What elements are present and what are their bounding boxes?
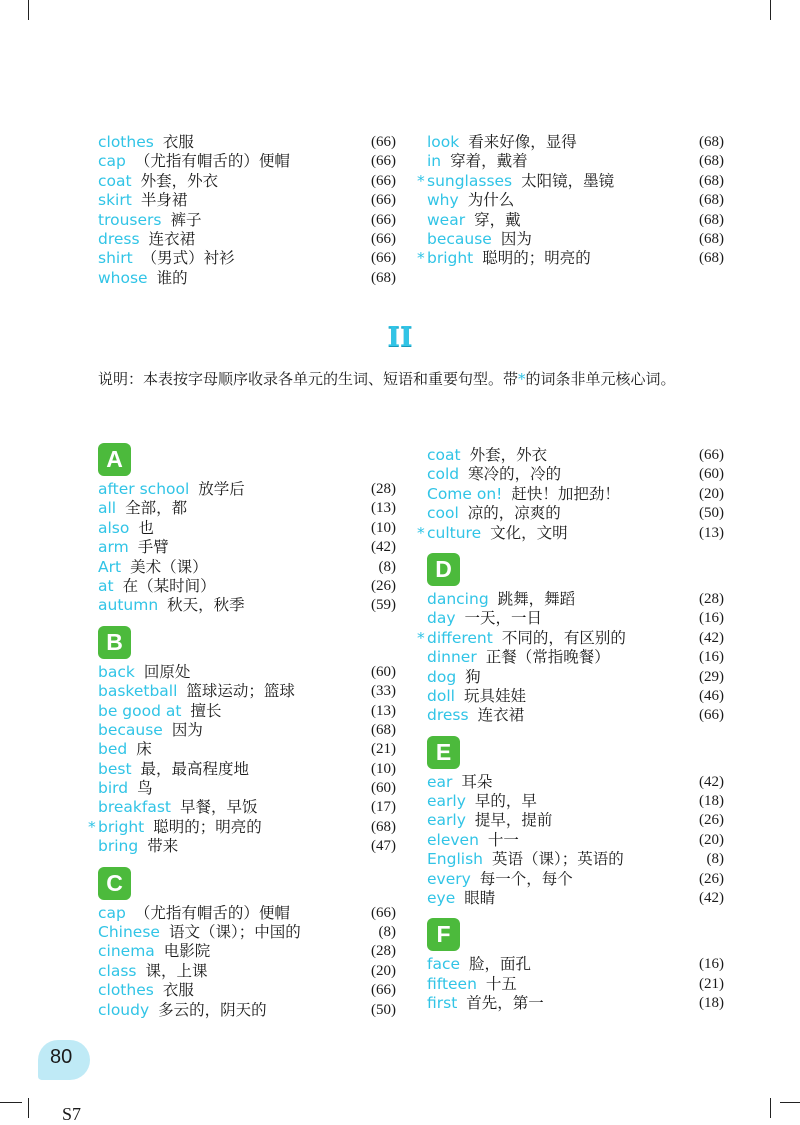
entry-page: (47) — [371, 838, 396, 855]
entry-word: bright — [427, 249, 474, 268]
entry-page: (66) — [699, 447, 724, 463]
entry-meaning: 电影院 — [163, 942, 211, 961]
entry-meaning: 篮球运动；篮球 — [186, 682, 295, 701]
entry-word: after school — [98, 480, 190, 498]
glossary-entry — [98, 249, 396, 268]
letter-badge: D — [427, 553, 460, 586]
entry-meaning: 最，最高程度地 — [140, 759, 250, 778]
entry-page: (59) — [371, 597, 396, 614]
entry-word: because — [98, 720, 163, 739]
left-glossary-column — [88, 443, 396, 1020]
entry-page: (50) — [371, 1001, 396, 1018]
entry-word: bed — [98, 740, 128, 759]
glossary-entry — [98, 837, 396, 856]
glossary-entry — [427, 706, 724, 725]
entry-page: (60) — [699, 466, 724, 483]
entry-meaning: 穿着，戴着 — [450, 152, 528, 171]
entry-meaning: 在（某时间） — [122, 576, 216, 595]
glossary-entry — [98, 596, 396, 615]
glossary-entry — [427, 811, 724, 830]
entry-meaning: 半身裙 — [140, 191, 188, 210]
entry-meaning: （男式）衬衫 — [141, 249, 235, 268]
entry-page: (8) — [706, 851, 724, 868]
entry-word: wear — [427, 210, 466, 229]
entry-word: skirt — [98, 191, 132, 210]
entry-word: doll — [427, 686, 455, 705]
entry-word: cinema — [98, 942, 155, 961]
entry-word: why — [427, 191, 459, 210]
entry-meaning: 秋天，秋季 — [167, 596, 245, 615]
entry-meaning: 外套，外衣 — [140, 171, 219, 190]
glossary-entry — [98, 663, 396, 682]
entry-meaning: （尤指有帽舌的）便帽 — [134, 903, 290, 922]
glossary-entry — [427, 975, 724, 994]
entry-page: (20) — [371, 962, 396, 979]
entry-word: Art — [98, 557, 122, 576]
entry-page: (66) — [371, 230, 396, 247]
entry-meaning: 穿，戴 — [474, 210, 521, 229]
entry-word: eleven — [427, 830, 479, 849]
glossary-entry — [98, 962, 396, 981]
entry-word: all — [98, 499, 117, 518]
entry-word: cool — [427, 504, 459, 523]
entry-word: breakfast — [98, 798, 171, 817]
entry-page: (18) — [699, 793, 724, 810]
entry-word: different — [427, 628, 493, 647]
entry-page: (20) — [699, 485, 724, 502]
glossary-entry — [98, 480, 396, 499]
entry-word: dress — [98, 229, 140, 248]
entry-word: look — [427, 133, 460, 151]
entry-word: arm — [98, 538, 129, 557]
entry-meaning: 耳朵 — [461, 772, 493, 791]
non-core-star: * — [88, 817, 96, 836]
entry-page: (28) — [371, 943, 396, 960]
entry-meaning: 正餐（常指晚餐） — [485, 648, 610, 667]
glossary-entry — [98, 230, 396, 249]
entry-word: Chinese — [98, 923, 160, 942]
glossary-entry — [427, 889, 724, 908]
entry-page: (66) — [371, 904, 396, 921]
glossary-entry — [98, 152, 396, 171]
entry-meaning: 看来好像，显得 — [468, 133, 577, 151]
entry-word: bright — [98, 817, 145, 836]
glossary-entry — [98, 1001, 396, 1020]
entry-meaning: 带来 — [147, 837, 179, 856]
entry-word: also — [98, 518, 130, 537]
entry-meaning: 课，上课 — [145, 961, 208, 980]
entry-page: (18) — [699, 995, 724, 1012]
entry-page: (16) — [699, 649, 724, 666]
entry-page: (13) — [699, 524, 724, 541]
entry-meaning: 手臂 — [137, 538, 169, 557]
entry-page: (33) — [371, 683, 396, 700]
entry-word: class — [98, 961, 137, 980]
entry-page: (10) — [371, 760, 396, 777]
entry-page: (20) — [699, 831, 724, 848]
entry-word: clothes — [98, 133, 154, 151]
entry-word: eye — [427, 889, 456, 908]
entry-page: (66) — [371, 134, 396, 150]
entry-meaning: 不同的，有区别的 — [501, 628, 626, 647]
entry-meaning: 太阳镜，墨镜 — [521, 171, 615, 190]
glossary-entry — [98, 798, 396, 817]
entry-meaning: 擅长 — [190, 701, 222, 720]
entry-meaning: 衣服 — [162, 981, 194, 1000]
entry-word: whose — [98, 268, 148, 287]
entry-page: (66) — [371, 250, 396, 267]
glossary-entry — [98, 577, 396, 596]
entry-meaning: 一天，一日 — [464, 609, 543, 628]
entry-meaning: 提早，提前 — [474, 811, 553, 830]
entry-meaning: 早餐，早饭 — [180, 798, 258, 817]
glossary-entry — [427, 191, 724, 210]
glossary-entry — [417, 523, 724, 543]
entry-page: (16) — [699, 956, 724, 973]
entry-meaning: 裤子 — [170, 210, 202, 229]
glossary-entry — [427, 668, 724, 687]
entry-meaning: 文化，文明 — [490, 523, 568, 542]
entry-page: (68) — [371, 818, 396, 835]
entry-meaning: 英语（课）；英语的 — [491, 850, 624, 869]
entry-word: ear — [427, 772, 453, 791]
glossary-entry — [98, 211, 396, 230]
letter-badge: E — [427, 736, 460, 769]
entry-word: face — [427, 955, 461, 974]
crop-mark-bottom-left-v — [28, 1098, 29, 1118]
entry-page: (66) — [371, 982, 396, 999]
section-note — [98, 366, 738, 392]
entry-page: (21) — [371, 741, 396, 758]
entry-page: (66) — [371, 153, 396, 170]
entry-word: at — [98, 576, 114, 595]
entry-page: (42) — [371, 539, 396, 556]
glossary-entry — [98, 191, 396, 210]
glossary-entry — [427, 831, 724, 850]
note-text-2: 的词条非单元核心词。 — [525, 370, 676, 388]
entry-word: sunglasses — [427, 171, 513, 190]
entry-meaning: 脸，面孔 — [469, 955, 532, 974]
entry-word: fifteen — [427, 974, 477, 993]
glossary-entry — [427, 792, 724, 811]
entry-meaning: 首先，第一 — [466, 994, 544, 1013]
entry-page: (68) — [371, 721, 396, 738]
entry-page: (60) — [371, 663, 396, 680]
glossary-entry — [427, 955, 724, 974]
entry-page: (28) — [371, 481, 396, 497]
entry-meaning: 每一个，每个 — [479, 869, 573, 888]
top-left-word-list — [98, 133, 396, 288]
glossary-entry — [427, 133, 724, 152]
entry-meaning: 十一 — [487, 830, 519, 849]
entry-meaning: 赶快！加把劲！ — [511, 484, 620, 503]
entry-word: be good at — [98, 701, 182, 720]
entry-word: early — [427, 811, 466, 830]
entry-word: culture — [427, 523, 482, 542]
entry-meaning: 外套，外衣 — [469, 446, 548, 464]
glossary-entry — [427, 648, 724, 667]
crop-mark-bottom-right-v — [770, 1098, 771, 1118]
glossary-entry — [98, 779, 396, 798]
top-right-word-list — [417, 133, 724, 269]
entry-meaning: 玩具娃娃 — [463, 686, 526, 705]
entry-meaning: 连衣裙 — [477, 706, 525, 725]
entry-word: day — [427, 609, 456, 628]
entry-word: bring — [98, 837, 139, 856]
entry-meaning: 连衣裙 — [148, 229, 196, 248]
entry-word: back — [98, 662, 135, 681]
entry-word: dinner — [427, 648, 477, 667]
non-core-star: * — [417, 249, 425, 268]
glossary-entry — [98, 558, 396, 577]
entry-page: (17) — [371, 799, 396, 816]
glossary-entry — [98, 133, 396, 152]
entry-page: (42) — [699, 629, 724, 646]
glossary-entry — [98, 538, 396, 557]
entry-meaning: 跳舞，舞蹈 — [497, 589, 576, 608]
entry-word: cold — [427, 465, 460, 484]
entry-meaning: 寒冷的，冷的 — [468, 465, 562, 484]
crop-mark-bottom-right — [780, 1102, 800, 1103]
letter-badge: B — [98, 626, 131, 659]
entry-meaning: 美术（课） — [130, 557, 208, 576]
glossary-entry — [98, 904, 396, 923]
entry-meaning: （尤指有帽舌的）便帽 — [134, 152, 290, 171]
entry-meaning: 放学后 — [198, 480, 245, 498]
glossary-entry — [427, 485, 724, 504]
entry-word: coat — [427, 446, 461, 464]
entry-page: (68) — [699, 230, 724, 247]
letter-badge: F — [427, 918, 460, 951]
entry-word: every — [427, 869, 471, 888]
letter-badge: C — [98, 867, 131, 900]
entry-word: bird — [98, 779, 129, 798]
entry-meaning: 床 — [136, 740, 152, 759]
glossary-entry — [427, 590, 724, 609]
glossary-entry — [427, 211, 724, 230]
entry-meaning: 回原处 — [143, 662, 191, 681]
entry-page: (68) — [699, 172, 724, 189]
non-core-star: * — [417, 171, 425, 190]
glossary-entry — [98, 172, 396, 191]
entry-page: (28) — [699, 590, 724, 607]
entry-page: (68) — [699, 134, 724, 150]
glossary-entry — [427, 994, 724, 1013]
entry-meaning: 狗 — [465, 667, 481, 686]
right-glossary-column — [417, 446, 724, 1014]
entry-meaning: 聪明的；明亮的 — [482, 249, 591, 268]
glossary-entry — [417, 628, 724, 648]
entry-page: (66) — [371, 192, 396, 209]
entry-page: (42) — [699, 773, 724, 790]
glossary-entry — [427, 504, 724, 523]
glossary-entry — [427, 850, 724, 869]
entry-meaning: 凉的，凉爽的 — [467, 504, 561, 523]
crop-mark-top-left — [28, 0, 29, 20]
glossary-entry — [98, 682, 396, 701]
entry-word: in — [427, 152, 442, 171]
entry-word: cap — [98, 903, 126, 922]
entry-meaning: 眼睛 — [464, 889, 496, 908]
entry-page: (42) — [699, 890, 724, 907]
entry-word: because — [427, 229, 492, 248]
glossary-entry — [98, 721, 396, 740]
glossary-entry — [427, 609, 724, 628]
entry-word: dancing — [427, 589, 489, 608]
entry-word: dress — [427, 706, 469, 725]
entry-meaning: 鸟 — [137, 779, 153, 798]
entry-page: (50) — [699, 505, 724, 522]
entry-word: early — [427, 792, 466, 811]
entry-meaning: 多云的，阴天的 — [158, 1000, 267, 1019]
bottom-fragment: S7 — [62, 1104, 82, 1124]
entry-word: dog — [427, 667, 457, 686]
entry-page: (13) — [371, 500, 396, 517]
entry-page: (68) — [699, 192, 724, 209]
page-number: 80 — [50, 1046, 73, 1068]
glossary-entry — [98, 760, 396, 779]
glossary-entry — [427, 870, 724, 889]
glossary-entry — [98, 942, 396, 961]
entry-page: (26) — [699, 870, 724, 887]
glossary-entry — [98, 499, 396, 518]
crop-mark-top-right — [770, 0, 771, 20]
glossary-entry — [98, 981, 396, 1000]
non-core-star: * — [417, 523, 425, 542]
glossary-entry — [427, 465, 724, 484]
entry-word: clothes — [98, 981, 154, 1000]
note-star: * — [518, 370, 526, 388]
glossary-entry — [427, 152, 724, 171]
glossary-entry — [427, 446, 724, 465]
entry-meaning: 语文（课）；中国的 — [168, 923, 301, 942]
glossary-entry — [98, 923, 396, 942]
glossary-entry — [98, 519, 396, 538]
entry-word: basketball — [98, 682, 178, 701]
entry-meaning: 因为 — [171, 720, 203, 739]
entry-page: (26) — [371, 577, 396, 594]
entry-page: (68) — [699, 153, 724, 170]
letter-badge: A — [98, 443, 131, 476]
entry-page: (68) — [371, 269, 396, 286]
entry-word: cloudy — [98, 1000, 150, 1019]
entry-meaning: 聪明的；明亮的 — [153, 817, 262, 836]
entry-word: autumn — [98, 596, 159, 615]
non-core-star: * — [417, 628, 425, 647]
glossary-entry — [427, 687, 724, 706]
entry-meaning: 十五 — [485, 974, 517, 993]
entry-meaning: 衣服 — [162, 133, 194, 151]
entry-page: (8) — [378, 924, 396, 941]
glossary-entry — [98, 740, 396, 759]
entry-word: Come on! — [427, 484, 503, 503]
entry-meaning: 因为 — [500, 229, 532, 248]
entry-word: English — [427, 850, 483, 869]
entry-page: (66) — [699, 707, 724, 724]
note-text-1: 说明：本表按字母顺序收录各单元的生词、短语和重要句型。带 — [98, 370, 519, 388]
glossary-entry — [417, 171, 724, 191]
glossary-entry — [88, 817, 396, 837]
glossary-entry — [98, 702, 396, 721]
entry-page: (68) — [699, 211, 724, 228]
entry-meaning: 也 — [138, 518, 154, 537]
glossary-entry — [427, 773, 724, 792]
entry-word: shirt — [98, 249, 133, 268]
entry-word: best — [98, 759, 132, 778]
glossary-entry — [417, 249, 724, 268]
entry-page: (10) — [371, 519, 396, 536]
crop-mark-bottom-left — [0, 1102, 22, 1103]
entry-page: (46) — [699, 687, 724, 704]
entry-page: (16) — [699, 610, 724, 627]
entry-page: (26) — [699, 812, 724, 829]
entry-word: trousers — [98, 210, 162, 229]
entry-meaning: 早的，早 — [474, 792, 537, 811]
entry-page: (29) — [699, 668, 724, 685]
entry-meaning: 全部，都 — [125, 499, 188, 518]
glossary-entry — [427, 230, 724, 249]
entry-meaning: 为什么 — [467, 191, 515, 210]
entry-page: (66) — [371, 172, 396, 189]
entry-page: (68) — [699, 250, 724, 267]
section-title: II — [387, 322, 413, 353]
entry-page: (21) — [699, 975, 724, 992]
page-number-tab — [38, 1040, 90, 1084]
glossary-entry — [98, 269, 396, 288]
entry-page: (8) — [378, 558, 396, 575]
entry-page: (13) — [371, 702, 396, 719]
entry-page: (66) — [371, 211, 396, 228]
entry-page: (60) — [371, 780, 396, 797]
entry-word: first — [427, 994, 458, 1013]
entry-word: coat — [98, 171, 132, 190]
entry-word: cap — [98, 152, 126, 171]
entry-meaning: 谁的 — [156, 268, 188, 287]
